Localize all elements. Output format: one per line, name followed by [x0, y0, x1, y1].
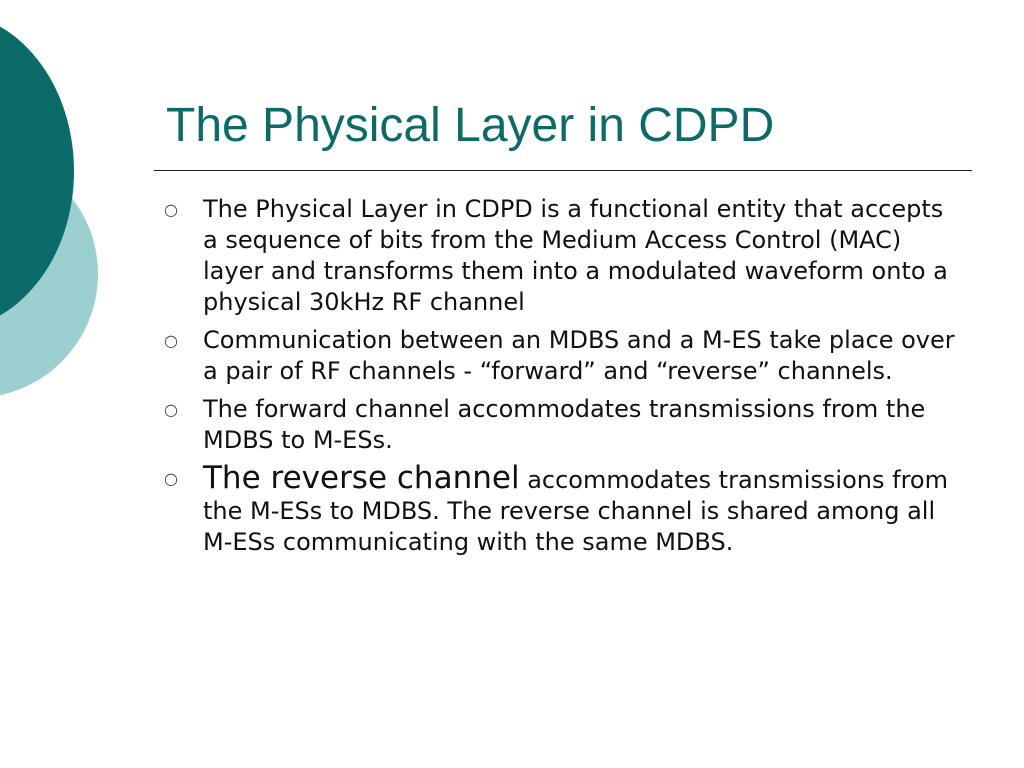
bullet-list: [164, 194, 964, 565]
slide-title: The Physical Layer in CDPD: [166, 99, 775, 152]
hollow-circle-icon: ○: [164, 200, 178, 219]
bullet-item: [164, 394, 964, 456]
bullet-item: [164, 194, 964, 318]
hollow-circle-icon: ○: [164, 469, 178, 488]
bullet-text: Communication between an MDBS and a M-ES take place over a pair of RF channels - “forward” and “reverse” channels.: [203, 326, 955, 385]
hollow-circle-icon: ○: [164, 331, 178, 350]
hollow-circle-icon: ○: [164, 400, 178, 419]
bullet-text: accommodates transmissions from the M-ESs to MDBS. The reverse channel is shared among all M-ESs communicating with the same MDBS.: [203, 466, 948, 556]
bullet-item: [164, 460, 964, 558]
bullet-text: The forward channel accommodates transmissions from the MDBS to M-ESs.: [203, 395, 926, 454]
bullet-text: The Physical Layer in CDPD is a functional entity that accepts a sequence of bits from the Medium Access Control (MAC) layer and transforms them into a modulated waveform onto a physical 30kHz RF channel: [203, 195, 948, 316]
bullet-item: [164, 325, 964, 387]
title-divider: [154, 170, 972, 171]
bullet-lead-text: The reverse channel: [203, 460, 520, 496]
